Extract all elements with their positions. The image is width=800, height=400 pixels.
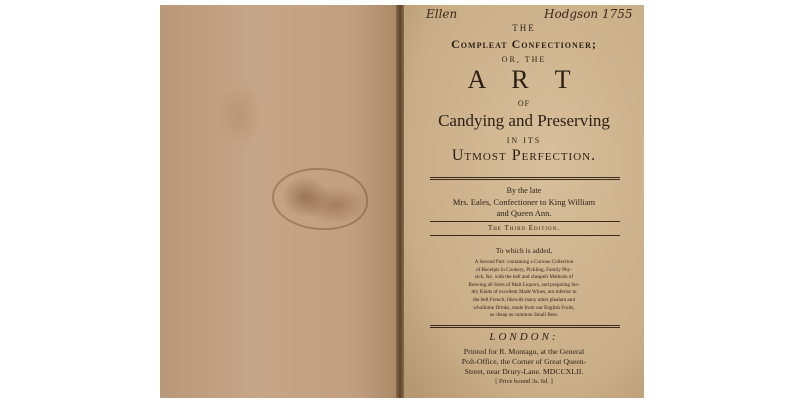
title-the: THE [512,23,536,33]
title-or-the: OR, THE [501,55,547,64]
title-compleat: Compleat Confectioner; [451,37,597,51]
author-line2: and Queen Ann. [496,208,552,218]
imprint-line3: Street, near Drury-Lane. MDCCXLII. [464,367,584,376]
author-by: By the late [506,186,542,195]
book-spine [396,5,404,398]
title-in-its: IN ITS [506,136,542,145]
imprint-line2: Poſt-Office, the Corner of Great Queen- [461,357,587,366]
added-line: Brewing all Sorts of Malt Liquors, and preparing ſun- [468,281,580,288]
added-line: of Receipts in Cookery, Pickling, Family Phy- [476,266,572,273]
imprint-price: [ Price bound 3s. 6d. ] [495,378,553,385]
imprint-line1: Printed for R. Montagu, at the General [463,347,585,356]
title-of: OF [517,99,531,108]
title-utmost: Utmoſt Perfection. [451,147,597,164]
added-line: wholſome Drinks, made from our English Fruits, [473,304,575,311]
signature-left: Ellen [426,7,458,21]
added-heading: To which is added, [495,246,553,255]
added-line: dry Kinds of excellent Made Wines, not inferior to [471,289,577,296]
added-line: sick, &c. with the beſt and cheapeſt Methods of [474,274,574,281]
title-candying: Candying and Preserving [438,111,610,130]
imprint-city: LONDON: [489,331,559,343]
rule-edition-bottom [430,235,620,236]
edition: The Third Edition. [487,224,561,232]
added-line: A Second Part: containing a Curious Collection [474,259,574,265]
rule-bottom [430,325,620,328]
rule-edition-top [430,221,620,222]
rule-top [430,177,620,180]
water-stain [272,168,368,230]
added-line: as cheap as common Small Beer. [489,312,559,319]
signature-right: Hodgson 1755 [544,7,633,21]
left-page [160,5,400,398]
added-line: the beſt French; likewiſe many other pleaſant and [473,297,575,303]
author-line1: Mrs. Eales, Confectioner to King William [452,197,596,207]
book-spread [160,5,644,398]
title-art: A R T [467,65,581,94]
title-page [404,5,644,398]
